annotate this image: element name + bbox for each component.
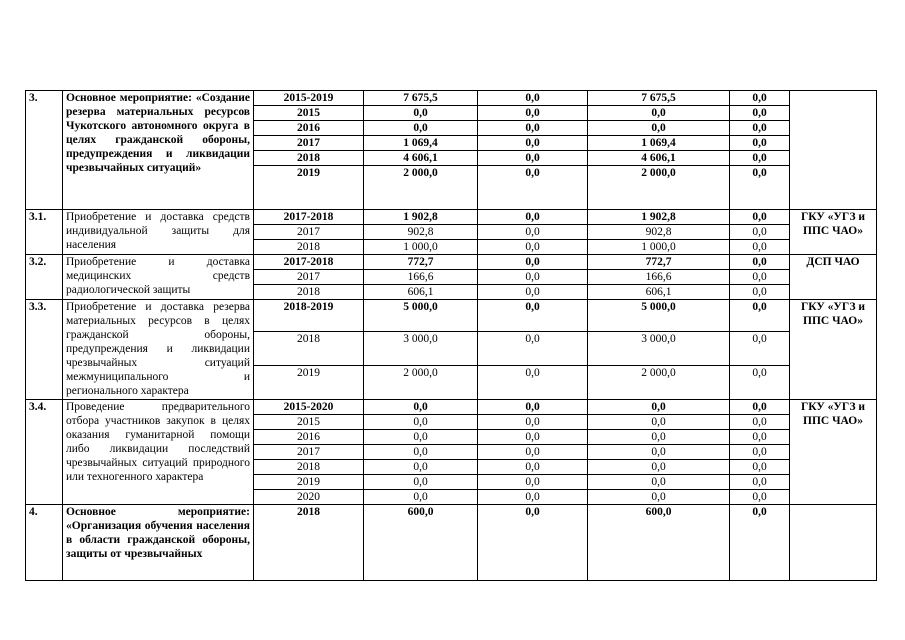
amount-cell: 0,0: [478, 106, 588, 121]
row-number: 3.3.: [26, 300, 63, 400]
amount-cell: 1 069,4: [364, 136, 478, 151]
amount-cell: 902,8: [588, 225, 730, 240]
amount-cell: 0,0: [730, 490, 790, 505]
amount-cell: 0,0: [478, 475, 588, 490]
amount-cell: 0,0: [478, 255, 588, 270]
amount-cell: 0,0: [478, 210, 588, 225]
amount-cell: 0,0: [730, 240, 790, 255]
period-cell: 2015-2020: [254, 400, 364, 415]
amount-cell: 0,0: [730, 475, 790, 490]
amount-cell: 0,0: [478, 460, 588, 475]
amount-cell: 0,0: [730, 210, 790, 225]
amount-cell: 0,0: [364, 445, 478, 460]
amount-cell: 606,1: [364, 285, 478, 300]
table-row: [26, 505, 877, 581]
amount-cell: 902,8: [364, 225, 478, 240]
amount-cell: 0,0: [730, 430, 790, 445]
amount-cell: 0,0: [364, 121, 478, 136]
amount-cell: 7 675,5: [588, 91, 730, 106]
period-cell: 2015: [254, 415, 364, 430]
amount-cell: 600,0: [364, 505, 478, 581]
executor-cell: ГКУ «УГЗ и ППС ЧАО»: [790, 300, 877, 400]
period-cell: 2016: [254, 430, 364, 445]
amount-cell: 2 000,0: [364, 366, 478, 400]
amount-cell: 0,0: [588, 430, 730, 445]
amount-cell: 0,0: [364, 475, 478, 490]
amount-cell: 0,0: [730, 106, 790, 121]
amount-cell: 0,0: [730, 136, 790, 151]
period-cell: 2019: [254, 475, 364, 490]
amount-cell: 0,0: [730, 300, 790, 332]
period-cell: 2018-2019: [254, 300, 364, 332]
amount-cell: 0,0: [478, 490, 588, 505]
amount-cell: 0,0: [730, 121, 790, 136]
amount-cell: 0,0: [478, 505, 588, 581]
executor-cell: [790, 505, 877, 581]
amount-cell: 0,0: [364, 415, 478, 430]
amount-cell: 0,0: [478, 415, 588, 430]
amount-cell: 0,0: [478, 166, 588, 210]
amount-cell: 7 675,5: [364, 91, 478, 106]
amount-cell: 0,0: [478, 445, 588, 460]
amount-cell: 0,0: [730, 445, 790, 460]
amount-cell: 5 000,0: [588, 300, 730, 332]
amount-cell: 0,0: [478, 285, 588, 300]
amount-cell: 1 000,0: [588, 240, 730, 255]
amount-cell: 4 606,1: [364, 151, 478, 166]
amount-cell: 0,0: [730, 151, 790, 166]
amount-cell: 0,0: [478, 136, 588, 151]
activity-title: Основное мероприятие: «Создание резерва материальных ресурсов Чукотского автономного округа в целях гражданской обороны, предупреждения и ликвидации чрезвычайных ситуаций»: [63, 91, 254, 210]
amount-cell: 606,1: [588, 285, 730, 300]
amount-cell: 3 000,0: [588, 332, 730, 366]
amount-cell: 0,0: [588, 121, 730, 136]
amount-cell: 0,0: [588, 460, 730, 475]
period-cell: 2015-2019: [254, 91, 364, 106]
amount-cell: 0,0: [588, 400, 730, 415]
period-cell: 2020: [254, 490, 364, 505]
period-cell: 2017-2018: [254, 210, 364, 225]
amount-cell: 2 000,0: [588, 366, 730, 400]
amount-cell: 0,0: [364, 400, 478, 415]
period-cell: 2017-2018: [254, 255, 364, 270]
amount-cell: 0,0: [478, 430, 588, 445]
amount-cell: 1 069,4: [588, 136, 730, 151]
row-number: 3.1.: [26, 210, 63, 255]
amount-cell: 2 000,0: [588, 166, 730, 210]
amount-cell: 0,0: [730, 505, 790, 581]
executor-cell: ДСП ЧАО: [790, 255, 877, 300]
amount-cell: 0,0: [478, 225, 588, 240]
row-number: 3.4.: [26, 400, 63, 505]
amount-cell: 0,0: [478, 366, 588, 400]
table-row: [26, 300, 877, 332]
activity-title: Приобретение и доставка резерва материальных ресурсов в целях гражданской обороны, предупреждения и ликвидации чрезвычайных ситуаций межмуниципального и регионального характера: [63, 300, 254, 400]
executor-cell: ГКУ «УГЗ и ППС ЧАО»: [790, 400, 877, 505]
period-cell: 2018: [254, 460, 364, 475]
amount-cell: 166,6: [364, 270, 478, 285]
amount-cell: 0,0: [730, 366, 790, 400]
amount-cell: 4 606,1: [588, 151, 730, 166]
amount-cell: 0,0: [478, 270, 588, 285]
amount-cell: 0,0: [730, 460, 790, 475]
activity-title: Основное мероприятие: «Организация обучения населения в области гражданской обороны, защиты от чрезвычайных: [63, 505, 254, 581]
amount-cell: 0,0: [364, 460, 478, 475]
amount-cell: 0,0: [478, 332, 588, 366]
amount-cell: 0,0: [730, 166, 790, 210]
amount-cell: 0,0: [478, 121, 588, 136]
amount-cell: 0,0: [730, 285, 790, 300]
amount-cell: 166,6: [588, 270, 730, 285]
amount-cell: 0,0: [730, 270, 790, 285]
executor-cell: ГКУ «УГЗ и ППС ЧАО»: [790, 210, 877, 255]
period-cell: 2017: [254, 270, 364, 285]
amount-cell: 0,0: [478, 151, 588, 166]
amount-cell: 0,0: [588, 445, 730, 460]
row-number: 3.2.: [26, 255, 63, 300]
activity-title: Проведение предварительного отбора участников закупок в целях оказания гуманитарной помощи либо ликвидации последствий чрезвычайных ситуаций природного или техногенного характера: [63, 400, 254, 505]
amount-cell: 772,7: [364, 255, 478, 270]
period-cell: 2017: [254, 445, 364, 460]
period-cell: 2018: [254, 505, 364, 581]
amount-cell: 3 000,0: [364, 332, 478, 366]
activity-title: Приобретение и доставка медицинских средств радиологической защиты: [63, 255, 254, 300]
amount-cell: 5 000,0: [364, 300, 478, 332]
row-number: 3.: [26, 91, 63, 210]
amount-cell: 0,0: [478, 240, 588, 255]
amount-cell: 0,0: [730, 400, 790, 415]
amount-cell: 0,0: [588, 490, 730, 505]
amount-cell: 2 000,0: [364, 166, 478, 210]
period-cell: 2018: [254, 332, 364, 366]
amount-cell: 772,7: [588, 255, 730, 270]
amount-cell: 0,0: [364, 490, 478, 505]
activity-title: Приобретение и доставка средств индивидуальной защиты для населения: [63, 210, 254, 255]
row-number: 4.: [26, 505, 63, 581]
table-row: [26, 255, 877, 270]
amount-cell: 0,0: [730, 91, 790, 106]
amount-cell: 0,0: [364, 106, 478, 121]
period-cell: 2019: [254, 366, 364, 400]
period-cell: 2019: [254, 166, 364, 210]
executor-cell: [790, 91, 877, 210]
amount-cell: 0,0: [364, 430, 478, 445]
amount-cell: 1 000,0: [364, 240, 478, 255]
table-row: [26, 91, 877, 106]
amount-cell: 0,0: [478, 91, 588, 106]
amount-cell: 0,0: [478, 300, 588, 332]
amount-cell: 0,0: [730, 415, 790, 430]
amount-cell: 1 902,8: [588, 210, 730, 225]
period-cell: 2018: [254, 285, 364, 300]
amount-cell: 0,0: [730, 255, 790, 270]
amount-cell: 0,0: [730, 332, 790, 366]
amount-cell: 0,0: [730, 225, 790, 240]
table-row: [26, 400, 877, 415]
period-cell: 2016: [254, 121, 364, 136]
amount-cell: 0,0: [588, 106, 730, 121]
amount-cell: 1 902,8: [364, 210, 478, 225]
period-cell: 2018: [254, 151, 364, 166]
table-row: [26, 210, 877, 225]
period-cell: 2018: [254, 240, 364, 255]
period-cell: 2017: [254, 225, 364, 240]
amount-cell: 0,0: [588, 475, 730, 490]
amount-cell: 0,0: [478, 400, 588, 415]
program-table: [25, 90, 877, 581]
amount-cell: 600,0: [588, 505, 730, 581]
period-cell: 2015: [254, 106, 364, 121]
period-cell: 2017: [254, 136, 364, 151]
amount-cell: 0,0: [588, 415, 730, 430]
